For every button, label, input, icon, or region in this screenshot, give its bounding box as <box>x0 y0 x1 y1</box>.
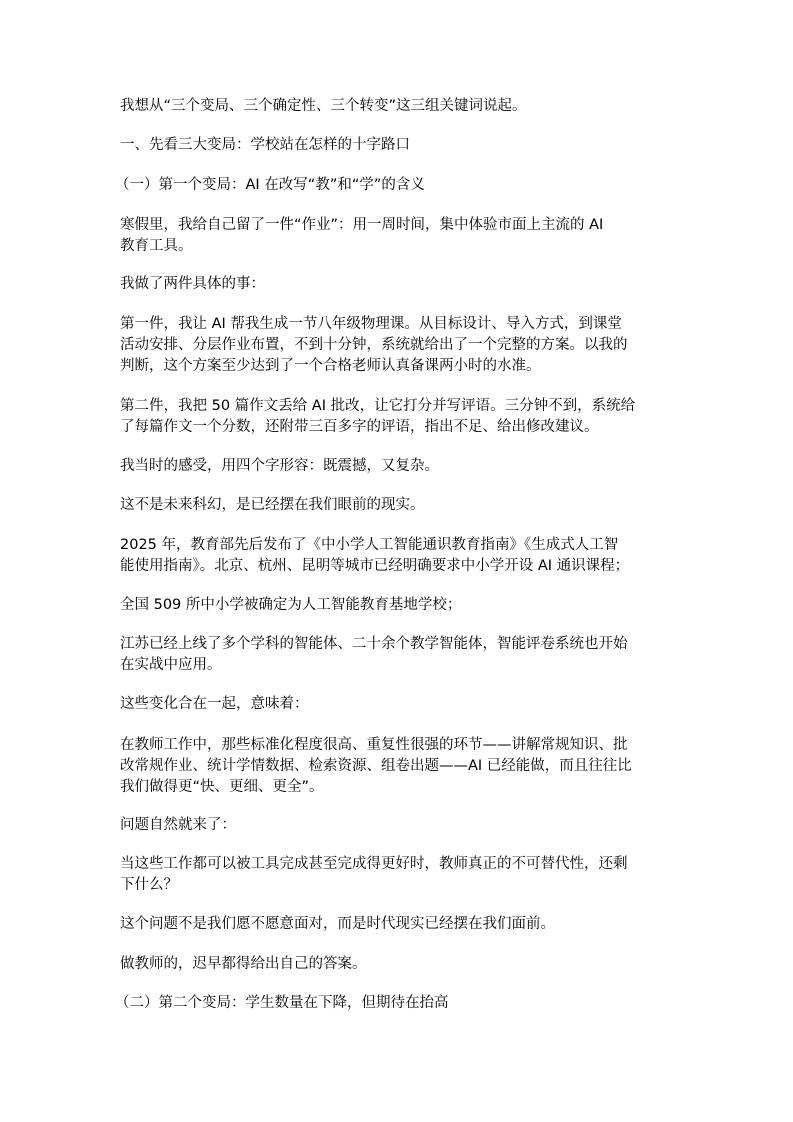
text-line: （二）第二个变局：学生数量在下降，但期待在抬高 <box>115 995 449 1011</box>
paragraph <box>120 274 680 295</box>
subsection-heading-1 <box>115 175 675 196</box>
paragraph <box>120 735 680 798</box>
section-heading-1 <box>120 135 680 156</box>
text-line: 能使用指南》。北京、杭州、昆明等城市已经明确要求中小学开设 AI 通识课程； <box>120 558 630 574</box>
text-line: 第二件，我把 50 篇作文丢给 AI 批改，让它打分并写评语。三分钟不到，系统给 <box>120 398 636 414</box>
paragraph <box>120 634 680 676</box>
text-line: 改常规作业、统计学情数据、检索资源、组卷出题——AI 已经能做，而且往往比 <box>120 758 632 774</box>
paragraph <box>120 396 680 438</box>
paragraph <box>120 215 680 257</box>
text-line: 我想从“三个变局、三个确定性、三个转变”这三组关键词说起。 <box>120 98 527 114</box>
text-line: 寒假里，我给自己留了一件“作业”：用一周时间，集中体验市面上主流的 AI <box>120 217 604 233</box>
paragraph <box>120 595 680 616</box>
text-line: 问题自然就来了： <box>120 817 236 833</box>
text-line: 这个问题不是我们愿不愿意面对，而是时代现实已经摆在我们面前。 <box>120 916 555 932</box>
text-line: 当这些工作都可以被工具完成甚至完成得更好时，教师真正的不可替代性，还剩 <box>120 856 628 872</box>
text-line: 做教师的，迟早都得给出自己的答案。 <box>120 956 367 972</box>
paragraph <box>120 694 680 715</box>
text-line: 2025 年，教育部先后发布了《中小学人工智能通识教育指南》《生成式人工智 <box>120 537 619 553</box>
paragraph <box>120 854 680 896</box>
text-line: 我做了两件具体的事： <box>120 276 265 292</box>
paragraph <box>120 914 680 935</box>
paragraph <box>120 954 680 975</box>
text-line: 这些变化合在一起，意味着： <box>120 696 309 712</box>
text-line: 教育工具。 <box>120 238 193 254</box>
text-line: 在实战中应用。 <box>120 657 222 673</box>
paragraph <box>120 456 680 477</box>
text-line: 我们做得更“快、更细、更全”。 <box>120 779 324 795</box>
paragraph <box>120 314 680 377</box>
paragraph <box>120 535 680 577</box>
text-line: 我当时的感受，用四个字形容：既震撼，又复杂。 <box>120 458 439 474</box>
paragraph <box>120 815 680 836</box>
subsection-heading-2 <box>115 993 675 1014</box>
text-line: 在教师工作中，那些标准化程度很高、重复性很强的环节——讲解常规知识、批 <box>120 737 628 753</box>
text-line: 下什么？ <box>120 877 178 893</box>
text-line: 这不是未来科幻，是已经摆在我们眼前的现实。 <box>120 497 425 513</box>
text-line: 了每篇作文一个分数，还附带三百多字的评语，指出不足、给出修改建议。 <box>120 419 599 435</box>
text-line: 全国 509 所中小学被确定为人工智能教育基地学校； <box>120 597 462 613</box>
text-line: 第一件，我让 AI 帮我生成一节八年级物理课。从目标设计、导入方式，到课堂 <box>120 316 622 332</box>
text-line: （一）第一个变局：AI 在改写“教”和“学”的含义 <box>115 177 425 193</box>
text-line: 活动安排、分层作业布置，不到十分钟，系统就给出了一个完整的方案。以我的 <box>120 337 628 353</box>
text-line: 江苏已经上线了多个学科的智能体、二十余个教学智能体，智能评卷系统也开始 <box>120 636 628 652</box>
text-line: 判断，这个方案至少达到了一个合格老师认真备课两小时的水准。 <box>120 358 541 374</box>
paragraph-intro <box>120 96 680 117</box>
paragraph <box>120 495 680 516</box>
text-line: 一、先看三大变局：学校站在怎样的十字路口 <box>120 137 410 153</box>
